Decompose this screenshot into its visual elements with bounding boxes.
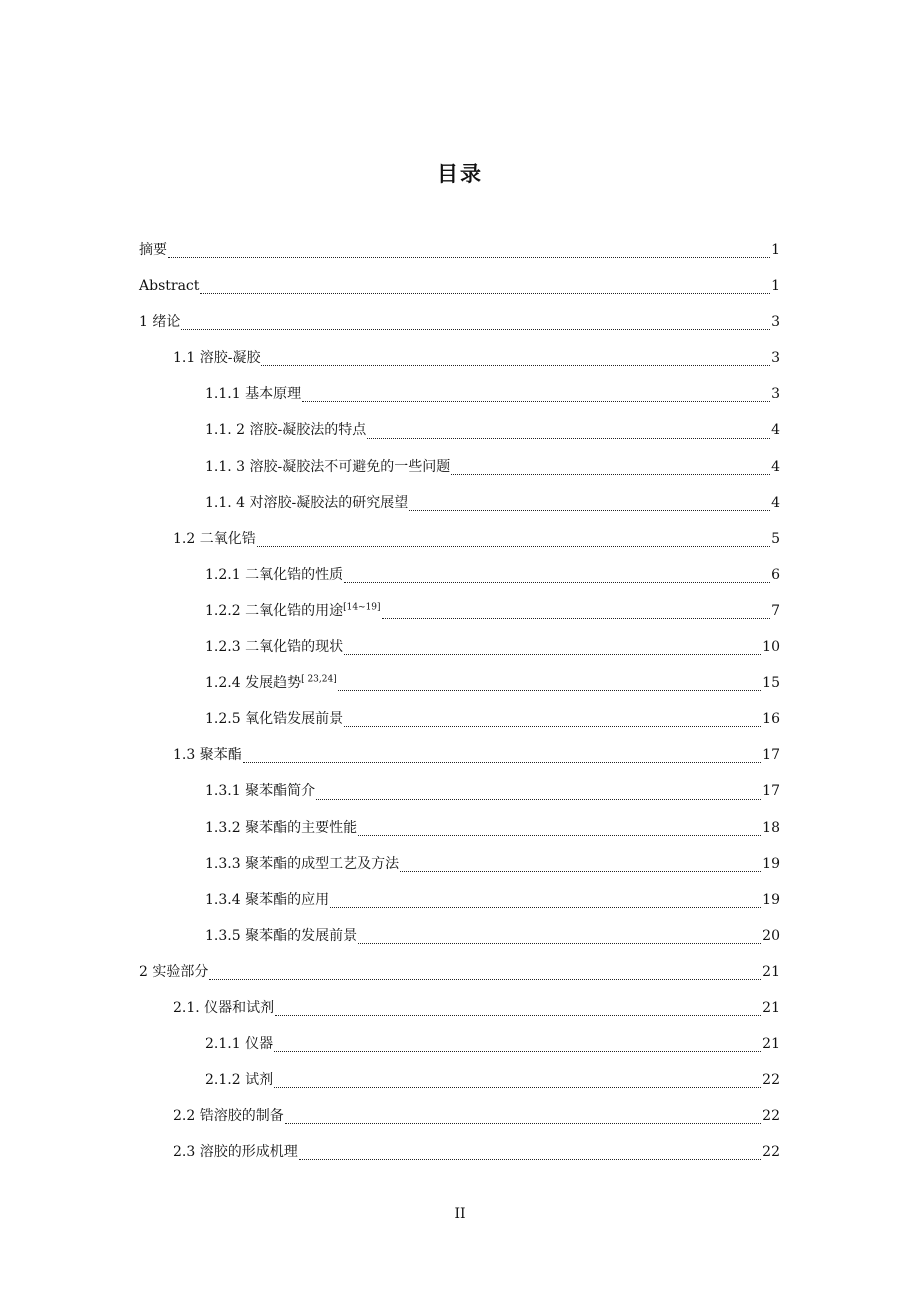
dot-leader — [209, 979, 761, 980]
dot-leader — [367, 438, 770, 439]
toc-entry-title: 1 绪论 — [139, 314, 181, 331]
dot-leader — [275, 1015, 761, 1016]
dot-leader — [400, 871, 761, 872]
toc-entry-page: 3 — [771, 386, 780, 403]
toc-entry-title: 1.2.4 发展趋势 — [205, 675, 302, 692]
dot-leader — [302, 401, 770, 402]
toc-entry-title: 2.1.2 试剂 — [205, 1072, 274, 1089]
toc-entry[interactable] — [139, 846, 780, 882]
toc-entry-page: 7 — [771, 602, 780, 619]
toc-entry-label — [205, 810, 357, 846]
toc-entry-page: 4 — [771, 458, 780, 475]
toc-entry[interactable] — [139, 449, 780, 485]
toc-entry-label — [173, 990, 274, 1026]
toc-entry-label — [173, 521, 256, 557]
toc-entry-page: 3 — [771, 350, 780, 367]
table-of-contents — [139, 232, 780, 1170]
toc-entry-title: 2.1. 仪器和试剂 — [173, 999, 275, 1016]
dot-leader — [338, 690, 761, 691]
toc-entry-title: 1.3.2 聚苯酯的主要性能 — [205, 819, 358, 836]
toc-entry-title: 1.2 二氧化锆 — [173, 530, 256, 547]
dot-leader — [257, 546, 770, 547]
toc-entry-page: 17 — [762, 783, 780, 800]
toc-entry-title: Abstract — [139, 278, 200, 295]
toc-entry-page: 21 — [762, 963, 780, 980]
toc-entry-label — [205, 629, 343, 665]
toc-entry-page: 22 — [762, 1108, 780, 1125]
citation-superscript: [ 23,24] — [301, 674, 337, 685]
page-number: II — [454, 1206, 466, 1222]
toc-entry-label — [205, 1026, 273, 1062]
toc-entry[interactable] — [139, 1026, 780, 1062]
toc-entry-label — [205, 557, 343, 593]
toc-entry-label — [205, 485, 408, 521]
toc-entry-title: 1.2.2 二氧化锆的用途 — [205, 602, 344, 619]
toc-entry-title: 1.3 聚苯酯 — [173, 747, 242, 764]
dot-leader — [261, 365, 770, 366]
toc-entry-page: 16 — [762, 711, 780, 728]
toc-entry-label — [139, 232, 167, 268]
toc-entry-page: 1 — [771, 242, 780, 258]
toc-entry-title: 2.1.1 仪器 — [205, 1036, 274, 1053]
toc-entry-title: 1.1 溶胶-凝胶 — [173, 350, 261, 367]
dot-leader — [451, 474, 770, 475]
toc-entry[interactable] — [139, 773, 780, 809]
toc-entry-title: 1.2.1 二氧化锆的性质 — [205, 566, 344, 583]
toc-entry-label — [173, 1134, 298, 1170]
toc-entry-label — [205, 412, 366, 448]
dot-leader — [316, 799, 761, 800]
toc-entry-label — [205, 1062, 273, 1098]
toc-entry[interactable] — [139, 701, 780, 737]
dot-leader — [358, 943, 761, 944]
dot-leader — [200, 293, 770, 294]
toc-entry-label — [205, 376, 301, 412]
dot-leader — [330, 907, 761, 908]
dot-leader — [358, 835, 761, 836]
toc-entry[interactable] — [139, 412, 780, 448]
toc-entry-page: 10 — [762, 639, 780, 656]
toc-entry-title: 1.1. 3 溶胶-凝胶法不可避免的一些问题 — [205, 458, 451, 475]
toc-entry-title: 摘要 — [139, 242, 167, 258]
toc-entry[interactable] — [139, 376, 780, 412]
toc-entry-title: 1.3.5 聚苯酯的发展前景 — [205, 927, 358, 944]
toc-entry[interactable] — [139, 340, 780, 376]
toc-entry-label — [205, 665, 337, 701]
toc-entry-page: 21 — [762, 1036, 780, 1053]
toc-entry-title: 1.2.3 二氧化锆的现状 — [205, 639, 344, 656]
dot-leader — [382, 618, 771, 619]
toc-entry-page: 4 — [771, 494, 780, 511]
toc-entry-label — [173, 1098, 284, 1134]
toc-entry[interactable] — [139, 485, 780, 521]
toc-entry-label — [173, 340, 260, 376]
toc-entry-page: 5 — [771, 530, 780, 547]
toc-entry-page: 22 — [762, 1072, 780, 1089]
toc-entry-title: 1.3.3 聚苯酯的成型工艺及方法 — [205, 855, 400, 872]
page-title: 目录 — [437, 162, 483, 186]
toc-entry[interactable] — [139, 990, 780, 1026]
toc-entry[interactable] — [139, 810, 780, 846]
dot-leader — [274, 1051, 761, 1052]
toc-entry-title: 1.2.5 氧化锆发展前景 — [205, 711, 344, 728]
toc-entry[interactable] — [139, 304, 780, 340]
dot-leader — [299, 1159, 761, 1160]
toc-entry-label — [205, 701, 343, 737]
toc-entry-title: 1.1. 2 溶胶-凝胶法的特点 — [205, 422, 367, 439]
citation-superscript: [14~19] — [343, 602, 381, 613]
toc-entry-title: 2 实验部分 — [139, 963, 209, 980]
toc-entry[interactable] — [139, 268, 780, 304]
toc-entry-page: 15 — [762, 675, 780, 692]
toc-entry[interactable] — [139, 882, 780, 918]
toc-entry-label — [205, 882, 329, 918]
toc-entry-page: 18 — [762, 819, 780, 836]
toc-entry[interactable] — [139, 557, 780, 593]
toc-entry-label — [205, 918, 357, 954]
toc-entry-title: 1.1. 4 对溶胶-凝胶法的研究展望 — [205, 494, 409, 511]
toc-entry-label — [205, 593, 381, 629]
toc-entry-title: 2.3 溶胶的形成机理 — [173, 1144, 298, 1161]
toc-entry-page: 6 — [771, 566, 780, 583]
toc-entry-page: 22 — [762, 1144, 780, 1161]
dot-leader — [344, 582, 770, 583]
toc-entry-page: 19 — [762, 855, 780, 872]
toc-entry[interactable] — [139, 737, 780, 773]
toc-entry-page: 19 — [762, 891, 780, 908]
toc-entry[interactable] — [139, 918, 780, 954]
toc-entry-page: 21 — [762, 999, 780, 1016]
toc-entry-title: 1.1.1 基本原理 — [205, 386, 302, 403]
toc-entry-page: 4 — [771, 422, 780, 439]
toc-entry[interactable] — [139, 1134, 780, 1170]
toc-entry[interactable] — [139, 1098, 780, 1134]
toc-entry[interactable] — [139, 521, 780, 557]
dot-leader — [344, 654, 761, 655]
toc-entry[interactable] — [139, 665, 780, 701]
toc-entry-label — [139, 268, 199, 304]
dot-leader — [274, 1087, 761, 1088]
toc-entry-page: 17 — [762, 747, 780, 764]
dot-leader — [409, 510, 770, 511]
toc-entry[interactable] — [139, 1062, 780, 1098]
toc-entry[interactable] — [139, 593, 780, 629]
dot-leader — [243, 762, 761, 763]
toc-entry-title: 1.3.4 聚苯酯的应用 — [205, 891, 330, 908]
dot-leader — [181, 329, 770, 330]
dot-leader — [285, 1123, 761, 1124]
toc-entry[interactable] — [139, 232, 780, 268]
toc-entry-label — [139, 304, 180, 340]
toc-entry-label — [205, 846, 399, 882]
toc-entry-label — [173, 737, 242, 773]
dot-leader — [344, 726, 761, 727]
toc-entry-page: 1 — [771, 278, 780, 295]
toc-entry-page: 3 — [771, 314, 780, 331]
toc-entry[interactable] — [139, 954, 780, 990]
toc-entry-title: 2.2 锆溶胶的制备 — [173, 1108, 284, 1125]
toc-entry-label — [139, 954, 208, 990]
toc-entry-page: 20 — [762, 927, 780, 944]
toc-entry-label — [205, 773, 315, 809]
toc-entry[interactable] — [139, 629, 780, 665]
toc-entry-title: 1.3.1 聚苯酯简介 — [205, 783, 316, 800]
toc-entry-label — [205, 449, 450, 485]
dot-leader — [168, 257, 770, 258]
